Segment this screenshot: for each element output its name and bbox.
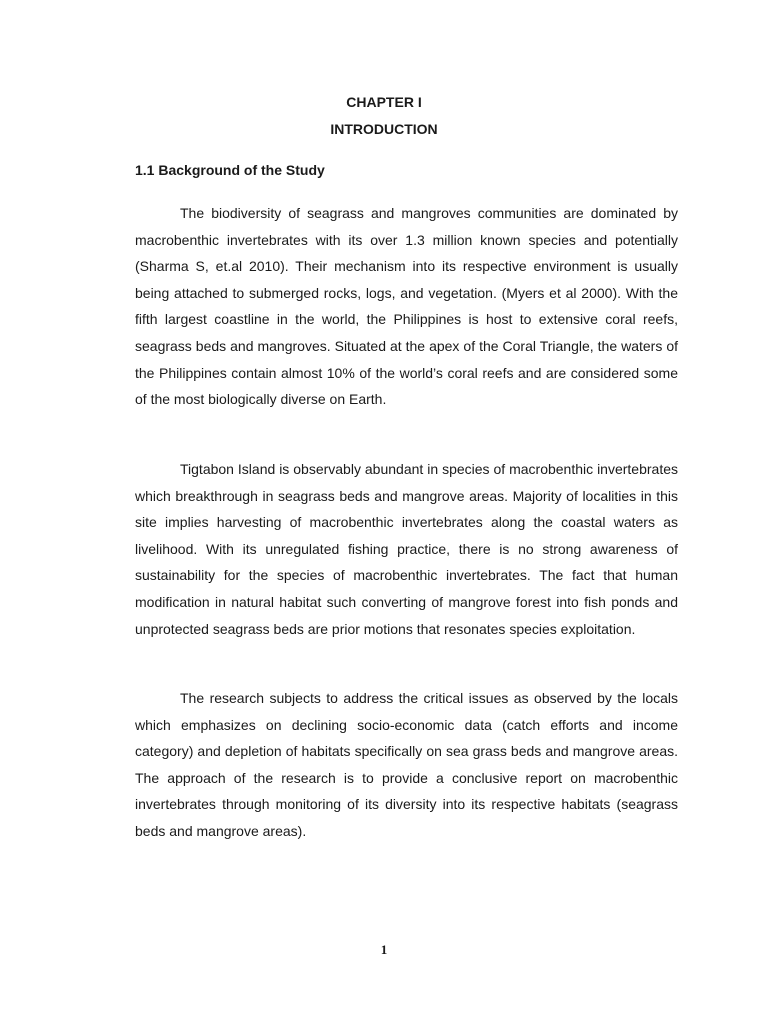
chapter-title: INTRODUCTION	[330, 121, 438, 137]
section-title: 1.1 Background of the Study	[135, 162, 325, 178]
paragraph: Tigtabon Island is observably abundant in species of macrobenthic invertebrates which breakthrough in seagrass beds and mangrove areas. Majority of localities in this site implies harvesting of macrobenthic invertebrates along the coastal waters as livelihood. With its unregulated fishing practice, there is no strong awareness of sustainability for the species of macrobenthic invertebrates. The fact that human modification in natural habitat such converting of mangrove forest into fish ponds and unprotected seagrass beds are prior motions that resonates species exploitation.	[135, 461, 678, 637]
paragraph: The biodiversity of seagrass and mangroves communities are dominated by macrobenthic invertebrates with its over 1.3 million known species and potentially (Sharma S, et.al 2010). Their mechanism into its respective environment is usually being attached to submerged rocks, logs, and vegetation. (Myers et al 2000). With the fifth largest coastline in the world, the Philippines is host to extensive coral reefs, seagrass beds and mangroves. Situated at the apex of the Coral Triangle, the waters of the Philippines contain almost 10% of the world’s coral reefs and are considered some of the most biologically diverse on Earth.	[135, 205, 678, 408]
chapter-label: CHAPTER I	[346, 94, 422, 110]
paragraph: The research subjects to address the critical issues as observed by the locals which emphasizes on declining socio-economic data (catch efforts and income category) and depletion of habitats specifically on sea grass beds and mangrove areas. The approach of the research is to provide a conclusive report on macrobenthic invertebrates through monitoring of its diversity into its respective habitats (seagrass beds and mangrove areas).	[135, 690, 678, 839]
page-number: 1	[380, 942, 388, 957]
